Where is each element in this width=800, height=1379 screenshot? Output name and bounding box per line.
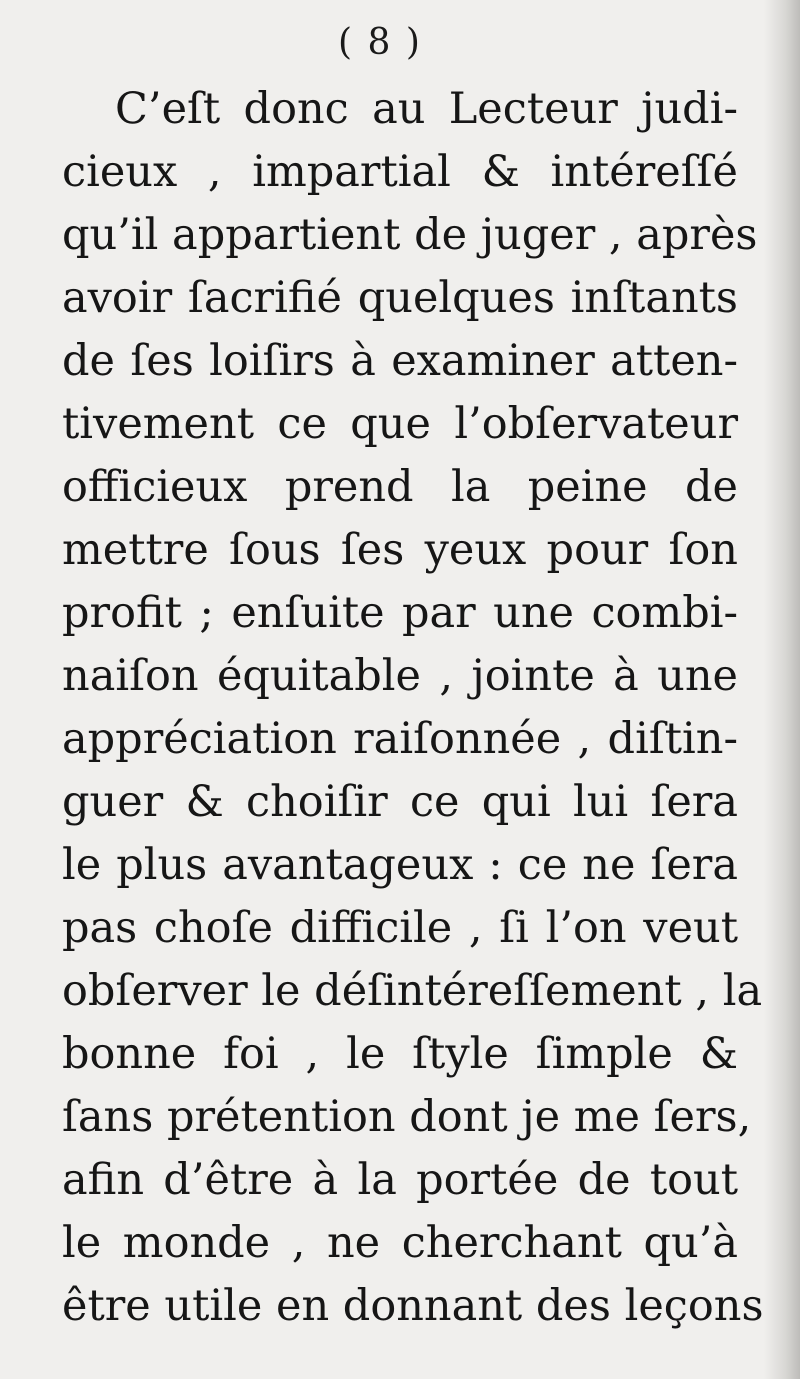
text-line: naiſon équitable , jointe à une: [62, 651, 738, 701]
text-line: C’eſt donc au Lecteur judi-: [115, 84, 738, 134]
text-line: avoir ſacrifié quelques inſtants: [62, 273, 738, 323]
text-line: bonne foi , le ſtyle ſimple &: [62, 1029, 738, 1079]
text-line: afin d’être à la portée de tout: [62, 1155, 738, 1205]
text-line: ſans prétention dont je me ſers,: [62, 1092, 752, 1142]
text-line: le plus avantageux : ce ne ſera: [62, 840, 738, 890]
text-line: le monde , ne cherchant qu’à: [62, 1218, 738, 1268]
text-line: appréciation raiſonnée , diſtin-: [62, 714, 738, 764]
text-line: obſerver le déſintéreſſement , la: [62, 966, 763, 1016]
text-line: pas choſe difficile , ſi l’on veut: [62, 903, 738, 953]
text-line: tivement ce que l’obſervateur: [62, 399, 738, 449]
text-line: de ſes loiſirs à examiner atten-: [62, 336, 738, 386]
text-line: profit ; enſuite par une combi-: [62, 588, 738, 638]
text-line: être utile en donnant des leçons: [62, 1281, 764, 1331]
text-line: officieux prend la peine de: [62, 462, 738, 512]
page-number: ( 8 ): [338, 22, 422, 63]
text-line: qu’il appartient de juger , après: [62, 210, 758, 260]
text-line: mettre ſous ſes yeux pour ſon: [62, 525, 738, 575]
text-line: cieux , impartial & intéreſſé: [62, 147, 738, 197]
text-line: guer & choiſir ce qui lui ſera: [62, 777, 738, 827]
